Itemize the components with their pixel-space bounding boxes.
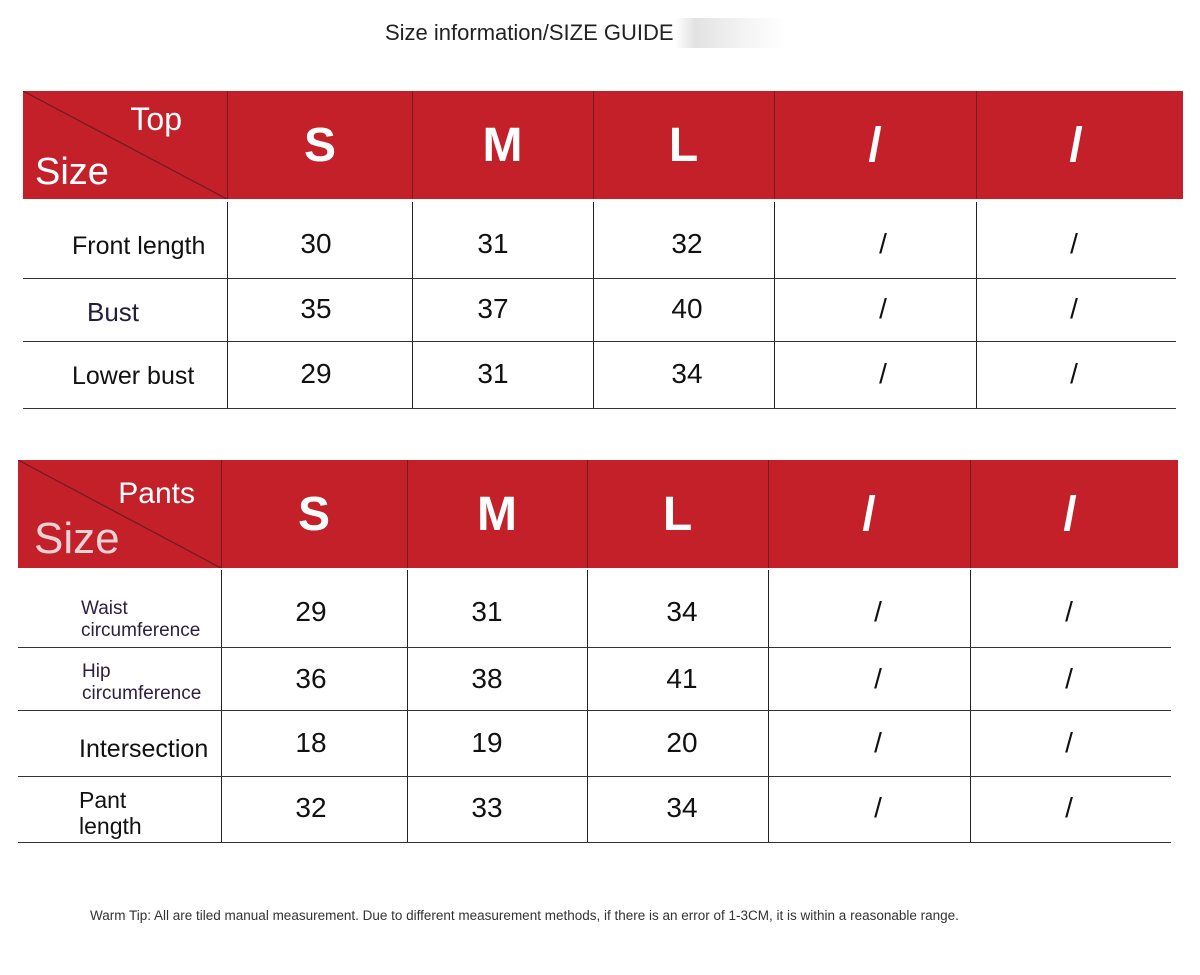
cell-value: 38 [471, 663, 503, 694]
header-size-l: L [668, 118, 699, 172]
cell-value: / [1065, 792, 1073, 823]
table-row [23, 279, 1176, 342]
pants-table-header [18, 460, 1178, 568]
header-size-empty-1: / [868, 118, 882, 172]
cell-value: / [1070, 228, 1078, 259]
top-size-table [23, 91, 1183, 411]
cell-value: 19 [471, 727, 503, 758]
corner-size-label: Size [35, 151, 109, 193]
header-size-m: M [477, 487, 517, 541]
row-divider [18, 842, 1171, 843]
cell-value: 40 [671, 293, 703, 324]
row-label-lower-bust: Lower bust [72, 362, 195, 390]
pants-table-corner [18, 460, 221, 568]
header-size-empty-1: / [862, 487, 876, 541]
cell-value: / [874, 727, 882, 758]
cell-value: 41 [666, 663, 698, 694]
table-row [23, 202, 1176, 279]
cell-value: / [1070, 293, 1078, 324]
top-table-header [23, 91, 1183, 199]
header-size-s: S [297, 487, 330, 541]
cell-value: 30 [300, 228, 332, 259]
header-size-empty-2: / [1063, 487, 1077, 541]
cell-value: 31 [477, 358, 509, 389]
cell-value: 29 [300, 358, 332, 389]
cell-value: / [874, 596, 882, 627]
corner-size-label: Size [34, 514, 120, 563]
cell-value: 32 [671, 228, 703, 259]
corner-top-label: Pants [118, 477, 195, 510]
row-label-pant-length: Pant length [79, 787, 142, 839]
table-row [18, 711, 1171, 777]
header-size-l: L [662, 487, 693, 541]
cell-value: 33 [471, 792, 503, 823]
table-row [18, 648, 1171, 711]
cell-value: / [874, 792, 882, 823]
cell-value: / [1065, 596, 1073, 627]
top-table-corner [23, 91, 227, 199]
row-label-bust: Bust [87, 297, 140, 327]
row-label-waist: Waist circumference [81, 598, 201, 641]
cell-value: / [879, 228, 887, 259]
header-size-m: M [482, 118, 523, 172]
cell-value: 36 [295, 663, 327, 694]
cell-value: / [879, 293, 887, 324]
cell-value: 34 [671, 358, 703, 389]
cell-value: 37 [477, 293, 509, 324]
cell-value: 32 [295, 792, 327, 823]
cell-value: 20 [666, 727, 698, 758]
cell-value: / [874, 663, 882, 694]
row-divider [23, 408, 1176, 409]
table-row [18, 570, 1171, 647]
cell-value: 31 [477, 228, 509, 259]
corner-top-label: Top [130, 101, 182, 137]
cell-value: 31 [471, 596, 503, 627]
page-title: Size information/SIZE GUIDE [385, 18, 784, 48]
header-size-empty-2: / [1069, 118, 1083, 172]
table-row [18, 777, 1171, 843]
row-label-intersection: Intersection [79, 735, 209, 763]
cell-value: / [1065, 727, 1073, 758]
row-label-hip: Hip circumference [82, 661, 202, 704]
cell-value: 18 [295, 727, 327, 758]
header-size-s: S [303, 118, 336, 172]
cell-value: 29 [295, 596, 327, 627]
cell-value: 34 [666, 596, 698, 627]
cell-value: / [879, 358, 887, 389]
cell-value: 35 [300, 293, 332, 324]
row-label-front-length: Front length [72, 232, 206, 260]
table-row [23, 342, 1176, 409]
cell-value: / [1070, 358, 1078, 389]
pants-size-table [18, 460, 1178, 845]
warm-tip-note: Warm Tip: All are tiled manual measurement. Due to different measurement methods, if there is an error of 1-3CM, it is within a reasonable range. [90, 908, 959, 923]
cell-value: / [1065, 663, 1073, 694]
cell-value: 34 [666, 792, 698, 823]
